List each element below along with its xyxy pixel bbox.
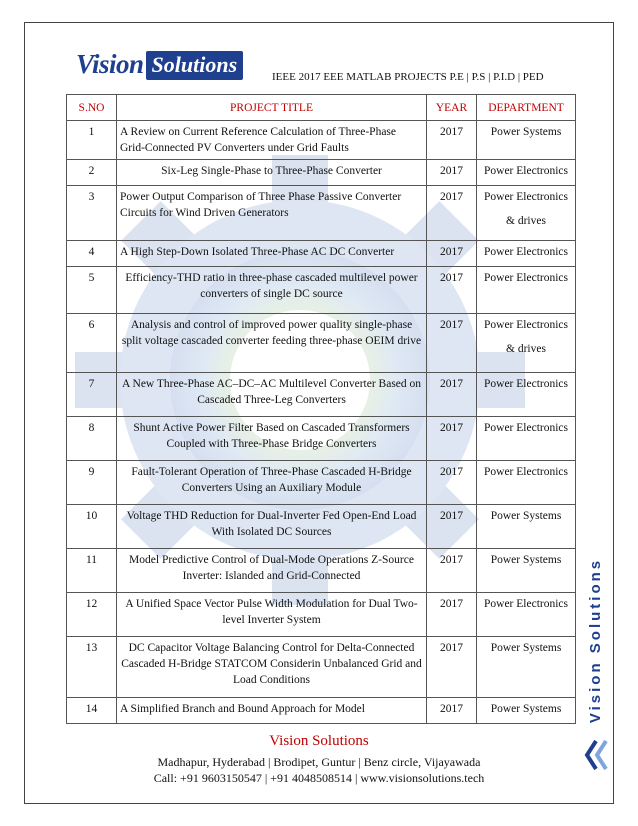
cell-sno: 1 [67, 121, 117, 160]
department-text: Power Electronics [484, 466, 568, 478]
cell-year: 2017 [427, 186, 477, 241]
table-row [67, 698, 576, 724]
cell-title: Efficiency-THD ratio in three-phase cascaded multilevel power converters of single DC source [117, 267, 427, 314]
department-text: Power Electronics [484, 598, 568, 610]
cell-year: 2017 [427, 637, 477, 698]
cell-title: A Review on Current Reference Calculation of Three-Phase Grid-Connected PV Converters under Grid Faults [117, 121, 427, 160]
department-text: Power Systems [490, 703, 562, 715]
department-text: Power Electronics [484, 191, 568, 203]
cell-sno: 14 [67, 698, 117, 724]
cell-department [477, 241, 576, 267]
table-row [67, 186, 576, 241]
cell-title: A High Step-Down Isolated Three-Phase AC DC Converter [117, 241, 427, 267]
cell-title: Fault-Tolerant Operation of Three-Phase Cascaded H-Bridge Converters Using an Auxiliary Module [117, 461, 427, 505]
cell-sno: 12 [67, 593, 117, 637]
table-row [67, 121, 576, 160]
department-text-line2: & drives [506, 215, 546, 227]
cell-department [477, 186, 576, 241]
department-text: Power Systems [490, 510, 562, 522]
table-row [67, 267, 576, 314]
table-row [67, 417, 576, 461]
department-text: Power Systems [490, 642, 562, 654]
cell-year: 2017 [427, 314, 477, 373]
cell-year: 2017 [427, 417, 477, 461]
cell-department [477, 505, 576, 549]
column-header-department: DEPARTMENT [477, 95, 576, 121]
cell-sno: 13 [67, 637, 117, 698]
cell-title: A New Three-Phase AC–DC–AC Multilevel Converter Based on Cascaded Three-Leg Converters [117, 373, 427, 417]
department-text: Power Electronics [484, 272, 568, 284]
projects-table [66, 94, 576, 724]
cell-department [477, 637, 576, 698]
vertical-brand-text [584, 540, 608, 740]
department-text: Power Electronics [484, 422, 568, 434]
cell-sno: 8 [67, 417, 117, 461]
footer-address: Madhapur, Hyderabad | Brodipet, Guntur | Benz circle, Vijayawada [157, 755, 481, 769]
cell-department [477, 461, 576, 505]
table-row [67, 593, 576, 637]
cell-title: DC Capacitor Voltage Balancing Control for Delta-Connected Cascaded H-Bridge STATCOM Considerin Unbalanced Grid and Load Conditions [117, 637, 427, 698]
cell-year: 2017 [427, 461, 477, 505]
cell-department [477, 314, 576, 373]
cell-year: 2017 [427, 373, 477, 417]
cell-title: Voltage THD Reduction for Dual-Inverter Fed Open-End Load With Isolated DC Sources [117, 505, 427, 549]
cell-sno: 4 [67, 241, 117, 267]
cell-year: 2017 [427, 593, 477, 637]
cell-department [477, 417, 576, 461]
column-header-title: PROJECT TITLE [117, 95, 427, 121]
footer-company-name: Vision Solutions [269, 733, 369, 749]
table-row [67, 461, 576, 505]
cell-sno: 2 [67, 160, 117, 186]
cell-year: 2017 [427, 241, 477, 267]
column-header-year: YEAR [427, 95, 477, 121]
table-row [67, 373, 576, 417]
department-text: Power Systems [490, 126, 562, 138]
cell-department [477, 121, 576, 160]
department-text: Power Electronics [484, 319, 568, 331]
cell-year: 2017 [427, 267, 477, 314]
cell-sno: 10 [67, 505, 117, 549]
cell-department [477, 160, 576, 186]
cell-sno: 11 [67, 549, 117, 593]
vertical-brand-label: Vision Solutions [587, 557, 605, 723]
cell-year: 2017 [427, 160, 477, 186]
department-text: Power Systems [490, 554, 562, 566]
footer-contact: Call: +91 9603150547 | +91 4048508514 | www.visionsolutions.tech [153, 771, 485, 785]
cell-department [477, 267, 576, 314]
vision-solutions-logo [76, 42, 243, 80]
department-text-line2: & drives [506, 343, 546, 355]
cell-department [477, 373, 576, 417]
table-row [67, 505, 576, 549]
table-row [67, 637, 576, 698]
cell-title: A Unified Space Vector Pulse Width Modulation for Dual Two-level Inverter System [117, 593, 427, 637]
cell-title: Analysis and control of improved power quality single-phase split voltage cascaded converter feeding three-phase OEIM drive [117, 314, 427, 373]
table-row [67, 314, 576, 373]
cell-sno: 9 [67, 461, 117, 505]
page-header-title: IEEE 2017 EEE MATLAB PROJECTS P.E | P.S | P.I.D | PED [272, 71, 544, 83]
cell-title: Shunt Active Power Filter Based on Cascaded Transformers Coupled with Three-Phase Bridge Converters [117, 417, 427, 461]
cell-title: A Simplified Branch and Bound Approach for Model [117, 698, 427, 724]
cell-title: Power Output Comparison of Three Phase Passive Converter Circuits for Wind Driven Generators [117, 186, 427, 241]
table-header-row [67, 95, 576, 121]
department-text: Power Electronics [484, 378, 568, 390]
cell-year: 2017 [427, 549, 477, 593]
cell-sno: 7 [67, 373, 117, 417]
cell-sno: 5 [67, 267, 117, 314]
cell-year: 2017 [427, 121, 477, 160]
department-text: Power Electronics [484, 165, 568, 177]
cell-sno: 3 [67, 186, 117, 241]
column-header-sno: S.NO [67, 95, 117, 121]
table-row [67, 241, 576, 267]
logo-text-vision: Vision [76, 49, 144, 79]
cell-department [477, 698, 576, 724]
cell-department [477, 593, 576, 637]
cell-sno: 6 [67, 314, 117, 373]
department-text: Power Electronics [484, 246, 568, 258]
cell-title: Six-Leg Single-Phase to Three-Phase Converter [117, 160, 427, 186]
cell-year: 2017 [427, 698, 477, 724]
cell-department [477, 549, 576, 593]
table-row [67, 549, 576, 593]
cell-title: Model Predictive Control of Dual-Mode Operations Z-Source Inverter: Islanded and Grid-Connected [117, 549, 427, 593]
table-row [67, 160, 576, 186]
logo-text-solutions: Solutions [146, 51, 244, 80]
cell-year: 2017 [427, 505, 477, 549]
